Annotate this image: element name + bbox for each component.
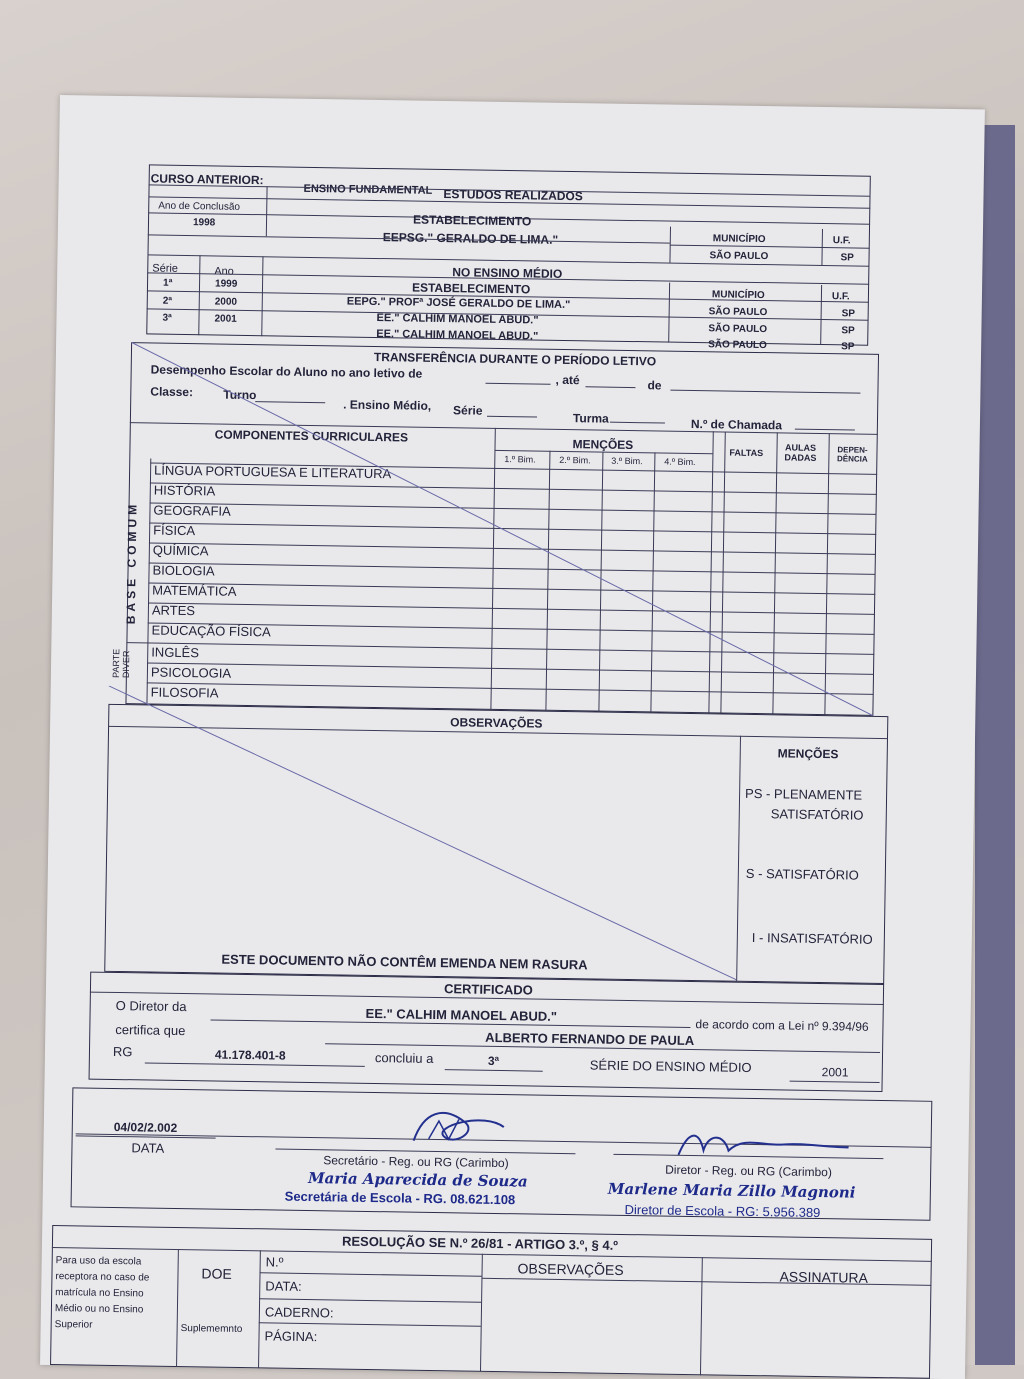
row1-ano: 1999 [214,278,238,290]
subject-psychology: PSICOLOGIA [150,664,232,681]
subject-portuguese: LÍNGUA PORTUGUESA E LITERATURA [154,462,392,482]
bim-4: 4.º Bim. [664,456,696,468]
parte-diver-label: PARTE DIVER [110,648,132,679]
subject-english: INGLÊS [151,644,200,661]
base-comum-label: BASE COMUM [123,500,140,625]
studies-establishment-label: ESTABELECIMENTO [412,212,532,229]
bim-2: 2.º Bim. [559,454,591,466]
group-label: Turma [572,411,609,426]
series-header: Série [152,262,179,275]
series-label-hs: SÉRIE DO ENSINO MÉDIO [589,1057,752,1075]
conclusion-year: 1998 [192,217,216,229]
doe-label: DOE [201,1265,232,1282]
subject-philosophy: FILOSOFIA [150,684,219,701]
class-label: Classe: [150,384,194,400]
grades-label: MENÇÕES [572,437,634,453]
cancel-diagonal-line-2 [104,686,748,982]
hs-establishment-label: ESTABELECIMENTO [411,280,531,297]
subject-biology: BIOLOGIA [152,562,215,579]
conclusion-year-label: Ano de Conclusão [158,200,241,213]
studies-uf: SP [840,252,854,264]
law-text: de acordo com a Lei nº 9.394/96 [695,1017,869,1034]
row2-mun: SÃO PAULO [708,323,768,336]
row2-ano: 2000 [214,296,238,308]
classes-given-label: AULAS DADAS [784,442,817,463]
use-note-4: Médio ou no Ensino [54,1303,144,1316]
legend-i: I - INSATISFATÓRIO [751,929,873,947]
row1-serie: 1ª [162,277,173,289]
of-label: de [647,378,662,393]
director-of-label: O Diretor da [115,997,187,1015]
subject-pe: EDUCAÇÃO FÍSICA [151,622,271,640]
number-label: N.º [265,1254,284,1270]
notebook-label: CADERNO: [264,1304,334,1321]
roll-number-label: N.º de Chamada [690,416,783,433]
hs-municipality-label: MUNICÍPIO [711,289,765,302]
director-rg-stamp: Diretor de Escola - RG: 5.956.389 [624,1202,821,1221]
secretary-name-stamp: Maria Aparecida de Souza [307,1169,528,1191]
supplement-label: Suplememnto [180,1323,243,1336]
page-label: PÁGINA: [264,1328,318,1345]
legend-ps-line1: PS - PLENAMENTE [744,785,863,803]
series-label: Série [452,403,483,418]
high-school-title: NO ENSINO MÉDIO [452,265,563,281]
subject-chemistry: QUÍMICA [152,542,209,559]
bim-1: 1.º Bim. [504,454,536,465]
row2-estab: EE." CALHIM MANOEL ABUD." [376,312,539,327]
studies-municipality-label: MUNICÍPIO [712,233,766,246]
year-header: Ano [214,265,234,278]
subject-math: MATEMÁTICA [152,582,237,599]
previous-course-label: CURSO ANTERIOR: [150,171,264,188]
student-name: ALBERTO FERNANDO DE PAULA [485,1029,695,1049]
use-note-1: Para uso da escola [55,1255,142,1268]
certificate-title: CERTIFICADO [443,981,533,998]
row3-uf: SP [841,341,855,353]
row1-uf: SP [841,308,856,320]
use-note-3: matrícula no Ensino [55,1287,144,1300]
date-label: DATA [131,1140,165,1156]
concluded-year: 2001 [821,1065,849,1080]
resolution-title: RESOLUÇÃO SE N.º 26/81 - ARTIGO 3.º, § 4.º [341,1233,619,1253]
student-rg: 41.178.401-8 [214,1047,286,1063]
row2-uf: SP [841,325,855,337]
subject-history: HISTÓRIA [153,482,216,499]
performance-label: Desempenho Escolar do Aluno no ano letivo de [150,362,423,381]
doe-date-label: DATA: [265,1278,302,1294]
director-signature-icon [673,1125,854,1168]
hs-uf-label: U.F. [831,291,850,303]
concluded-series: 3ª [487,1053,500,1069]
previous-course: ENSINO FUNDAMENTAL [303,182,433,197]
shift-label: Turno [223,387,257,403]
row3-ano: 2001 [214,313,237,325]
row3-serie: 3ª [162,312,172,324]
rg-label: RG [112,1043,133,1060]
secretary-label: Secretário - Reg. ou RG (Carimbo) [323,1153,509,1171]
no-amendment-notice: ESTE DOCUMENTO NÃO CONTÊM EMENDA NEM RASURA [221,951,588,973]
absences-label: FALTAS [729,447,764,459]
use-note-5: Superior [54,1319,93,1331]
director-label: Diretor - Reg. ou RG (Carimbo) [665,1162,833,1180]
legend-s: S - SATISFATÓRIO [745,865,859,883]
row1-estab: EEPG." PROFª JOSÉ GERALDO DE LIMA." [346,295,571,312]
certificate-school: EE." CALHIM MANOEL ABUD." [365,1005,558,1024]
certifies-label: certifica que [115,1021,186,1039]
subject-geography: GEOGRAFIA [153,502,231,519]
row1-mun: SÃO PAULO [708,306,768,319]
subject-physics: FÍSICA [153,522,196,539]
bim-3: 3.º Bim. [611,455,643,467]
dependency-label: DEPEN-DÊNCIA [836,445,868,464]
high-school-label: . Ensino Médio, [343,397,432,413]
studies-title: ESTUDOS REALIZADOS [443,187,583,204]
row3-mun: SÃO PAULO [708,339,767,352]
legend-title: MENÇÕES [777,746,839,762]
row3-estab: EE." CALHIM MANOEL ABUD." [376,327,539,343]
director-name-stamp: Marlene Maria Zillo Magnoni [607,1179,856,1202]
cancel-diagonal-line-1 [125,342,879,716]
secretary-rg-stamp: Secretária de Escola - RG. 08.621.108 [284,1188,516,1208]
components-label: COMPONENTES CURRICULARES [214,427,409,445]
signature-label: ASSINATURA [779,1268,869,1286]
studies-uf-label: U.F. [832,235,851,247]
transfer-title: TRANSFERÊNCIA DURANTE O PERÍODO LETIVO [373,349,657,369]
studies-establishment: EEPSG." GERALDO DE LIMA." [382,230,559,247]
legend-ps-line2: SATISFATÓRIO [770,806,864,823]
school-transcript-document [40,95,985,1379]
subject-arts: ARTES [151,602,196,619]
resolution-observations-label: OBSERVAÇÕES [517,1260,624,1278]
issue-date: 04/02/2.002 [113,1119,178,1135]
use-note-2: receptora no caso de [55,1271,150,1284]
concluded-label: concluiu a [374,1050,434,1066]
observations-title: OBSERVAÇÕES [450,715,543,731]
until-label: , até [555,372,580,388]
studies-municipality: SÃO PAULO [709,250,769,263]
row2-serie: 2ª [162,295,173,307]
